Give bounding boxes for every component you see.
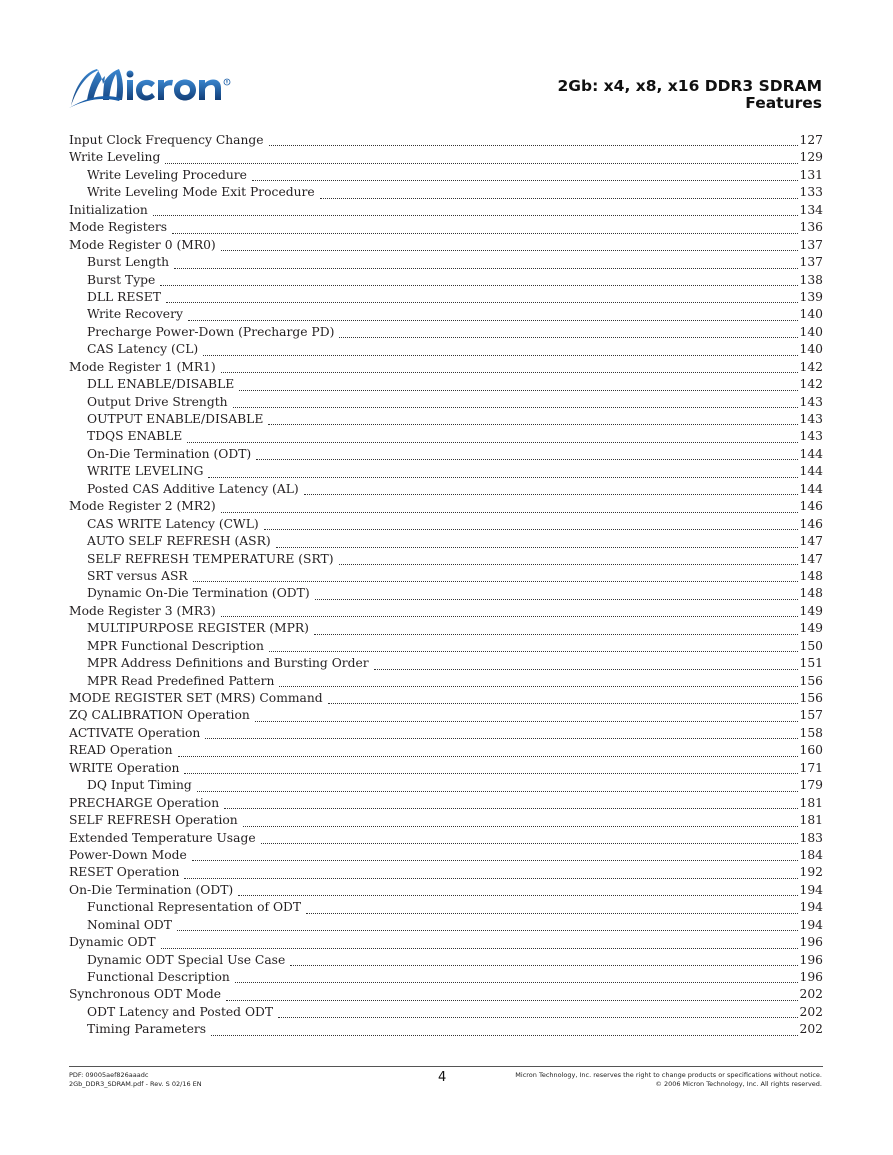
toc-dot-leader: [269, 651, 798, 652]
toc-entry[interactable]: [69, 655, 823, 672]
toc-entry-page: 137: [799, 255, 823, 270]
toc-entry-title: Extended Temperature Usage: [69, 830, 256, 845]
toc-entry-title: Functional Representation of ODT: [87, 900, 302, 915]
toc-entry-title: Dynamic ODT: [69, 935, 156, 950]
toc-entry-page: 138: [799, 272, 823, 287]
toc-dot-leader: [243, 826, 798, 827]
toc-entry-title: MULTIPURPOSE REGISTER (MPR): [87, 621, 309, 636]
toc-entry-title: ODT Latency and Posted ODT: [87, 1004, 274, 1019]
toc-entry-page: 202: [799, 1004, 823, 1019]
toc-entry-page: 181: [799, 795, 823, 810]
svg-text:R: R: [225, 79, 229, 85]
toc-entry-page: 196: [799, 935, 823, 950]
toc-entry-title: Synchronous ODT Mode: [69, 987, 222, 1002]
toc-entry-page: 143: [799, 429, 823, 444]
toc-entry-page: 140: [799, 307, 823, 322]
toc-entry-title: Burst Type: [87, 272, 156, 287]
toc-entry-page: 140: [799, 342, 823, 357]
toc-dot-leader: [174, 268, 797, 269]
toc-entry-title: Mode Registers: [69, 220, 168, 235]
toc-dot-leader: [177, 930, 798, 931]
toc-entry-page: 179: [799, 778, 823, 793]
toc-dot-leader: [279, 686, 797, 687]
toc-entry-page: 171: [799, 760, 823, 775]
toc-dot-leader: [203, 355, 797, 356]
toc-dot-leader: [235, 982, 798, 983]
toc-dot-leader: [290, 965, 797, 966]
toc-dot-leader: [184, 878, 797, 879]
toc-entry[interactable]: [69, 132, 823, 149]
toc-dot-leader: [211, 1035, 797, 1036]
toc-dot-leader: [339, 337, 797, 338]
toc-dot-leader: [224, 808, 797, 809]
toc-entry-page: 148: [799, 568, 823, 583]
toc-entry-page: 139: [799, 289, 823, 304]
toc-dot-leader: [306, 913, 797, 914]
toc-entry-page: 160: [799, 743, 823, 758]
toc-dot-leader: [188, 320, 798, 321]
toc-dot-leader: [320, 198, 798, 199]
footer-copyright-line: © 2006 Micron Technology, Inc. All rights reserved.: [655, 1080, 822, 1088]
toc-entry-page: 150: [799, 638, 823, 653]
toc-entry[interactable]: [69, 411, 823, 428]
toc-entry[interactable]: [69, 463, 823, 480]
toc-entry[interactable]: [69, 341, 823, 358]
toc-entry-title: CAS Latency (CL): [87, 342, 199, 357]
toc-entry-page: 196: [799, 952, 823, 967]
toc-entry-page: 194: [799, 917, 823, 932]
toc-entry[interactable]: [69, 690, 823, 707]
toc-entry-page: 143: [799, 394, 823, 409]
toc-entry-page: 136: [799, 220, 823, 235]
toc-dot-leader: [233, 407, 798, 408]
toc-entry-title: DLL ENABLE/DISABLE: [87, 377, 235, 392]
toc-dot-leader: [166, 302, 798, 303]
toc-dot-leader: [328, 703, 798, 704]
toc-dot-leader: [339, 564, 798, 565]
toc-entry[interactable]: [69, 777, 823, 794]
toc-entry-title: Mode Register 3 (MR3): [69, 603, 216, 618]
toc-entry-page: 202: [799, 987, 823, 1002]
toc-entry-page: 127: [799, 133, 823, 147]
toc-entry[interactable]: [69, 1021, 823, 1038]
toc-entry-title: READ Operation: [69, 743, 173, 758]
toc-dot-leader: [172, 233, 797, 234]
toc-entry[interactable]: [69, 498, 823, 515]
toc-entry[interactable]: [69, 376, 823, 393]
toc-entry-title: DQ Input Timing: [87, 778, 192, 793]
toc-entry-page: 157: [799, 708, 823, 723]
toc-entry[interactable]: [69, 306, 823, 323]
toc-entry-page: 181: [799, 813, 823, 828]
footer-rights-notice: Micron Technology, Inc. reserves the right to change products or specifications without notice.: [515, 1071, 822, 1079]
toc-entry-page: 146: [799, 516, 823, 531]
toc-entry-title: ACTIVATE Operation: [69, 725, 201, 740]
toc-entry-title: Burst Length: [87, 255, 170, 270]
toc-entry[interactable]: [69, 673, 823, 690]
toc-dot-leader: [239, 390, 797, 391]
toc-entry-page: 156: [799, 673, 823, 688]
toc-dot-leader: [268, 424, 797, 425]
toc-entry[interactable]: [69, 481, 823, 498]
toc-entry-title: WRITE LEVELING: [87, 464, 204, 479]
toc-dot-leader: [160, 285, 797, 286]
toc-dot-leader: [221, 250, 798, 251]
toc-dot-leader: [221, 512, 798, 513]
toc-entry-page: 146: [799, 499, 823, 514]
toc-entry[interactable]: [69, 219, 823, 236]
toc-dot-leader: [276, 547, 798, 548]
toc-entry-page: 149: [799, 603, 823, 618]
toc-entry[interactable]: [69, 899, 823, 916]
toc-entry-title: Write Recovery: [87, 307, 183, 322]
table-of-contents: [69, 132, 823, 1039]
toc-entry[interactable]: [69, 289, 823, 306]
toc-entry-title: DLL RESET: [87, 289, 161, 304]
toc-entry-title: On-Die Termination (ODT): [87, 446, 252, 461]
toc-entry[interactable]: [69, 428, 823, 445]
toc-entry[interactable]: [69, 707, 823, 724]
toc-entry-page: 148: [799, 586, 823, 601]
toc-entry[interactable]: [69, 882, 823, 899]
toc-dot-leader: [193, 581, 798, 582]
toc-dot-leader: [187, 442, 797, 443]
toc-entry-page: 137: [799, 237, 823, 252]
toc-entry[interactable]: [69, 969, 823, 986]
toc-dot-leader: [165, 163, 797, 164]
toc-entry[interactable]: [69, 742, 823, 759]
toc-entry-title: ZQ CALIBRATION Operation: [69, 708, 250, 723]
toc-entry[interactable]: [69, 1004, 823, 1021]
toc-entry-title: MODE REGISTER SET (MRS) Command: [69, 691, 323, 705]
toc-entry-title: Mode Register 1 (MR1): [69, 359, 216, 374]
toc-dot-leader: [161, 948, 798, 949]
toc-entry[interactable]: [69, 202, 823, 219]
toc-entry-title: Initialization: [69, 202, 148, 217]
toc-entry-title: SELF REFRESH TEMPERATURE (SRT): [87, 551, 334, 566]
toc-entry-title: CAS WRITE Latency (CWL): [87, 516, 259, 531]
toc-entry[interactable]: [69, 551, 823, 568]
toc-entry[interactable]: [69, 847, 823, 864]
toc-dot-leader: [197, 791, 798, 792]
section-title: Features: [745, 94, 822, 112]
toc-entry[interactable]: [69, 149, 823, 166]
toc-entry-title: Write Leveling: [69, 150, 161, 165]
toc-entry-title: Dynamic On-Die Termination (ODT): [87, 586, 310, 601]
toc-entry[interactable]: [69, 638, 823, 655]
toc-entry-title: Output Drive Strength: [87, 394, 228, 409]
toc-entry-title: WRITE Operation: [69, 760, 180, 775]
toc-entry-title: Timing Parameters: [87, 1022, 207, 1037]
toc-dot-leader: [192, 860, 798, 861]
toc-entry-page: 131: [799, 167, 823, 182]
footer-pdf-id: PDF: 09005aef826aaadc: [69, 1071, 149, 1079]
toc-entry-title: Functional Description: [87, 970, 230, 984]
toc-entry[interactable]: [69, 830, 823, 847]
toc-dot-leader: [252, 180, 798, 181]
toc-entry[interactable]: [69, 934, 823, 951]
toc-entry-title: Mode Register 0 (MR0): [69, 237, 216, 252]
toc-entry[interactable]: [69, 359, 823, 376]
toc-entry[interactable]: [69, 917, 823, 934]
toc-entry-page: 144: [799, 464, 823, 479]
toc-entry-page: 151: [799, 656, 823, 671]
footer-divider: [69, 1066, 823, 1067]
toc-entry-page: 184: [799, 847, 823, 862]
toc-entry-title: PRECHARGE Operation: [69, 795, 220, 810]
toc-dot-leader: [178, 756, 798, 757]
toc-entry-page: 142: [799, 377, 823, 392]
toc-entry-title: AUTO SELF REFRESH (ASR): [87, 534, 271, 549]
toc-entry[interactable]: [69, 986, 823, 1003]
toc-entry-title: RESET Operation: [69, 865, 180, 880]
footer-copyright: [515, 1071, 822, 1089]
toc-entry-page: 147: [799, 534, 823, 549]
toc-entry-title: Precharge Power-Down (Precharge PD): [87, 324, 335, 339]
toc-entry-title: Input Clock Frequency Change: [69, 133, 264, 147]
toc-dot-leader: [269, 145, 798, 146]
footer-doc-ref: 2Gb_DDR3_SDRAM.pdf - Rev. S 02/16 EN: [69, 1080, 202, 1088]
toc-entry-page: 140: [799, 324, 823, 339]
toc-dot-leader: [255, 721, 798, 722]
toc-entry[interactable]: [69, 585, 823, 602]
toc-entry-page: 202: [799, 1022, 823, 1037]
toc-entry[interactable]: [69, 533, 823, 550]
toc-dot-leader: [304, 494, 798, 495]
toc-entry-page: 192: [799, 865, 823, 880]
toc-entry-title: MPR Functional Description: [87, 638, 264, 653]
toc-entry[interactable]: [69, 952, 823, 969]
toc-entry-page: 156: [799, 691, 823, 705]
toc-entry-page: 144: [799, 481, 823, 496]
toc-entry-title: Dynamic ODT Special Use Case: [87, 952, 286, 967]
toc-entry[interactable]: [69, 568, 823, 585]
toc-entry[interactable]: [69, 603, 823, 620]
toc-dot-leader: [278, 1017, 797, 1018]
toc-entry-page: 142: [799, 359, 823, 374]
toc-dot-leader: [261, 843, 798, 844]
document-header: [557, 78, 822, 112]
toc-entry-title: Write Leveling Procedure: [87, 167, 247, 182]
toc-entry-page: 149: [799, 621, 823, 636]
toc-entry-page: 147: [799, 551, 823, 566]
toc-entry-page: 133: [799, 185, 823, 200]
toc-entry-page: 144: [799, 446, 823, 461]
toc-entry[interactable]: [69, 324, 823, 341]
toc-entry[interactable]: [69, 394, 823, 411]
toc-dot-leader: [153, 215, 798, 216]
toc-entry-title: SELF REFRESH Operation: [69, 813, 238, 828]
toc-entry[interactable]: [69, 516, 823, 533]
toc-entry-title: Posted CAS Additive Latency (AL): [87, 481, 299, 496]
toc-dot-leader: [184, 773, 797, 774]
toc-entry-page: 129: [799, 150, 823, 165]
toc-entry-page: 158: [799, 725, 823, 740]
toc-entry[interactable]: [69, 760, 823, 777]
toc-dot-leader: [374, 669, 798, 670]
toc-entry[interactable]: [69, 864, 823, 881]
toc-entry-title: Nominal ODT: [87, 917, 172, 932]
toc-dot-leader: [238, 895, 797, 896]
toc-entry-title: MPR Read Predefined Pattern: [87, 673, 275, 688]
toc-entry[interactable]: [69, 812, 823, 829]
toc-dot-leader: [205, 738, 797, 739]
toc-entry-page: 183: [799, 830, 823, 845]
toc-entry-title: Power-Down Mode: [69, 847, 187, 862]
toc-entry-page: 194: [799, 882, 823, 897]
toc-dot-leader: [221, 616, 798, 617]
toc-entry[interactable]: [69, 254, 823, 271]
toc-dot-leader: [256, 459, 797, 460]
toc-entry-title: MPR Address Definitions and Bursting Order: [87, 656, 369, 671]
toc-entry[interactable]: [69, 272, 823, 289]
toc-entry[interactable]: [69, 446, 823, 463]
toc-entry-title: OUTPUT ENABLE/DISABLE: [87, 412, 264, 426]
toc-entry[interactable]: [69, 620, 823, 637]
toc-dot-leader: [226, 1000, 797, 1001]
page-number: 4: [438, 1070, 447, 1085]
toc-entry-title: TDQS ENABLE: [87, 429, 183, 444]
toc-entry-title: SRT versus ASR: [87, 568, 188, 583]
toc-entry-page: 194: [799, 900, 823, 915]
toc-entry-title: Mode Register 2 (MR2): [69, 499, 216, 514]
toc-entry[interactable]: [69, 795, 823, 812]
toc-entry[interactable]: [69, 725, 823, 742]
toc-dot-leader: [208, 477, 797, 478]
toc-entry[interactable]: [69, 167, 823, 184]
toc-entry-page: 134: [799, 202, 823, 217]
toc-entry-page: 196: [799, 970, 823, 984]
toc-dot-leader: [221, 372, 798, 373]
toc-dot-leader: [264, 529, 798, 530]
footer-document-info: [69, 1071, 202, 1089]
toc-entry-title: On-Die Termination (ODT): [69, 882, 234, 897]
toc-entry[interactable]: [69, 237, 823, 254]
micron-logo: [69, 66, 244, 112]
toc-entry-page: 143: [799, 412, 823, 426]
toc-entry-title: Write Leveling Mode Exit Procedure: [87, 185, 315, 200]
document-title: 2Gb: x4, x8, x16 DDR3 SDRAM: [557, 77, 822, 95]
toc-dot-leader: [314, 634, 798, 635]
toc-dot-leader: [315, 599, 798, 600]
toc-entry[interactable]: [69, 184, 823, 201]
